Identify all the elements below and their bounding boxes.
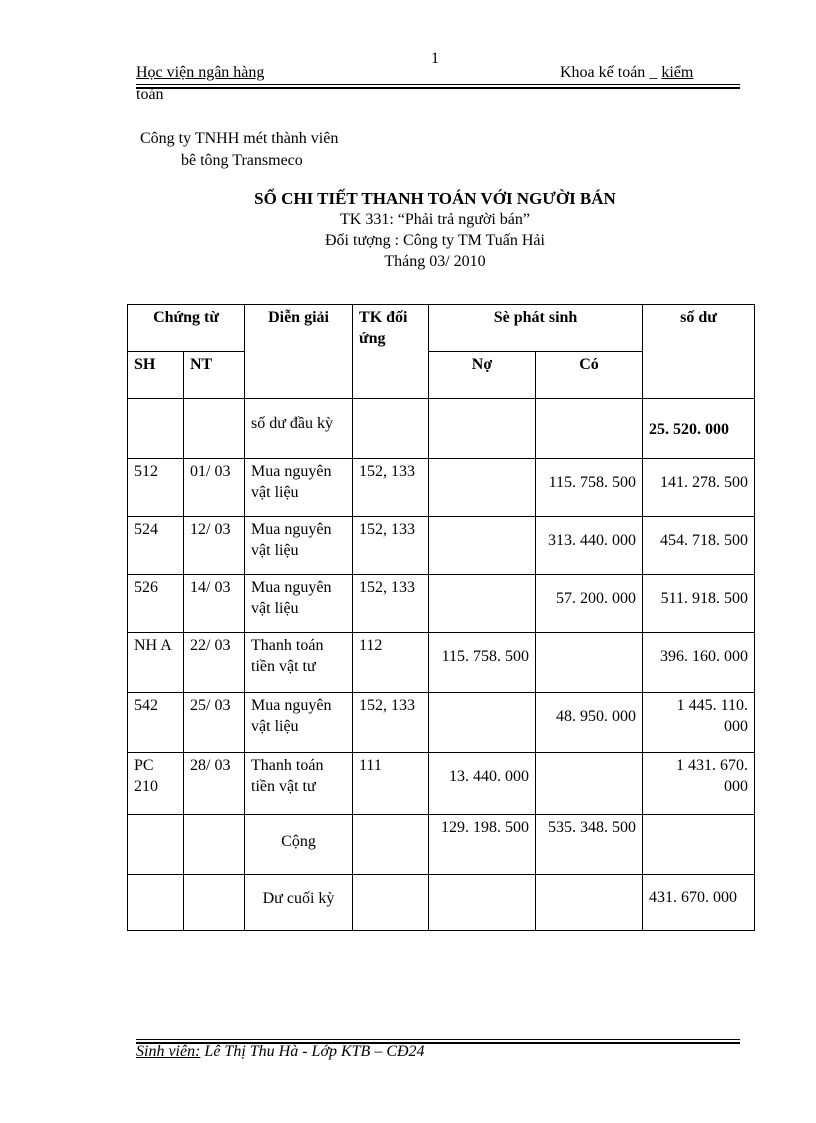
footer-student-text: Lê Thị Thu Hà - Lớp KTB – CĐ24 xyxy=(204,1043,425,1060)
cell-balance: 141. 278. 500 xyxy=(643,459,755,517)
cell-credit: 313. 440. 000 xyxy=(536,517,643,575)
cell-debit xyxy=(429,459,536,517)
cell-debit: 13. 440. 000 xyxy=(429,753,536,815)
cell-balance: 396. 160. 000 xyxy=(643,633,755,693)
cell-nt: 12/ 03 xyxy=(184,517,245,575)
cell-sh: NH A xyxy=(128,633,184,693)
cell-nt: 25/ 03 xyxy=(184,693,245,753)
cell-debit xyxy=(429,517,536,575)
cell-sh: 512 xyxy=(128,459,184,517)
footer-student-label: Sinh viên: xyxy=(136,1043,201,1060)
opening-balance-row xyxy=(128,399,755,459)
cell-total-debit: 129. 198. 500 xyxy=(429,815,536,875)
footer-rule-thin xyxy=(136,1039,740,1040)
cell-contra: 111 xyxy=(353,753,429,815)
cell-debit xyxy=(429,399,536,459)
cell-closing-balance: 431. 670. 000 xyxy=(643,875,755,931)
cell-description: Mua nguyên vật liệu xyxy=(245,517,353,575)
cell-contra: 152, 133 xyxy=(353,517,429,575)
object-line: Đối tượng : Công ty TM Tuấn Hải xyxy=(325,232,545,249)
table-row xyxy=(128,753,755,815)
total-row xyxy=(128,815,755,875)
cell-nt: 01/ 03 xyxy=(184,459,245,517)
header-voucher: Chứng từ xyxy=(128,305,245,352)
cell-credit: 57. 200. 000 xyxy=(536,575,643,633)
document-title: SỔ CHI TIẾT THANH TOÁN VỚI NGƯỜI BÁN xyxy=(254,189,616,208)
ledger-table xyxy=(127,304,755,931)
cell-nt: 22/ 03 xyxy=(184,633,245,693)
cell-contra: 152, 133 xyxy=(353,459,429,517)
cell-balance: 1 431. 670. 000 xyxy=(643,753,755,815)
cell-nt: 28/ 03 xyxy=(184,753,245,815)
cell-balance xyxy=(643,815,755,875)
company-name-line1: Công ty TNHH mét thành viên xyxy=(140,130,339,147)
header-credit: Có xyxy=(536,352,643,399)
cell-closing-label: Dư cuối kỳ xyxy=(245,875,353,931)
cell-description: Mua nguyên vật liệu xyxy=(245,693,353,753)
header-faculty-main: Khoa kế toán _ xyxy=(560,64,658,81)
cell-credit xyxy=(536,753,643,815)
cell-sh: 524 xyxy=(128,517,184,575)
cell-description: Mua nguyên vật liệu xyxy=(245,459,353,517)
cell-sh: 526 xyxy=(128,575,184,633)
cell-contra xyxy=(353,815,429,875)
header-balance: số dư xyxy=(643,305,755,399)
page-number: 1 xyxy=(431,50,439,67)
cell-debit xyxy=(429,693,536,753)
cell-sh xyxy=(128,875,184,931)
cell-credit xyxy=(536,633,643,693)
header-sh: SH xyxy=(128,352,184,399)
header-contra-account: TK đối ứng xyxy=(353,305,429,399)
cell-contra xyxy=(353,399,429,459)
header-faculty xyxy=(560,64,693,82)
cell-balance: 454. 718. 500 xyxy=(643,517,755,575)
cell-sh: PC 210 xyxy=(128,753,184,815)
footer-student xyxy=(136,1043,425,1061)
closing-balance-row xyxy=(128,875,755,931)
table-row xyxy=(128,459,755,517)
account-line: TK 331: “Phải trả người bán” xyxy=(340,211,530,228)
cell-contra xyxy=(353,875,429,931)
table-row xyxy=(128,575,755,633)
header-rule-thick xyxy=(136,87,740,89)
cell-debit xyxy=(429,575,536,633)
header-rule-thin xyxy=(136,84,740,85)
cell-contra: 152, 133 xyxy=(353,575,429,633)
cell-sh xyxy=(128,815,184,875)
cell-total-label: Cộng xyxy=(245,815,353,875)
period-line: Tháng 03/ 2010 xyxy=(384,253,486,270)
cell-description: Thanh toán tiền vật tư xyxy=(245,753,353,815)
cell-contra: 112 xyxy=(353,633,429,693)
table-row xyxy=(128,693,755,753)
cell-debit: 115. 758. 500 xyxy=(429,633,536,693)
header-debit: Nợ xyxy=(429,352,536,399)
cell-credit: 115. 758. 500 xyxy=(536,459,643,517)
cell-balance: 25. 520. 000 xyxy=(643,399,755,459)
cell-contra: 152, 133 xyxy=(353,693,429,753)
cell-balance: 511. 918. 500 xyxy=(643,575,755,633)
cell-description: số dư đầu kỳ xyxy=(245,399,353,459)
cell-nt xyxy=(184,399,245,459)
cell-nt xyxy=(184,815,245,875)
cell-description: Thanh toán tiền vật tư xyxy=(245,633,353,693)
header-institution: Học viện ngân hàng xyxy=(136,64,265,81)
header-movement: Sè phát sinh xyxy=(429,305,643,352)
cell-sh: 542 xyxy=(128,693,184,753)
cell-credit xyxy=(536,399,643,459)
cell-nt xyxy=(184,875,245,931)
header-description: Diễn giải xyxy=(245,305,353,399)
company-name-line2: bê tông Transmeco xyxy=(181,152,303,169)
cell-nt: 14/ 03 xyxy=(184,575,245,633)
header-faculty-tail: kiểm xyxy=(661,64,694,81)
cell-sh xyxy=(128,399,184,459)
table-row xyxy=(128,633,755,693)
table-row xyxy=(128,517,755,575)
cell-credit: 48. 950. 000 xyxy=(536,693,643,753)
cell-credit xyxy=(536,875,643,931)
cell-debit xyxy=(429,875,536,931)
header-nt: NT xyxy=(184,352,245,399)
cell-balance: 1 445. 110. 000 xyxy=(643,693,755,753)
cell-total-credit: 535. 348. 500 xyxy=(536,815,643,875)
header-faculty-wrap: toán xyxy=(136,86,164,103)
cell-description: Mua nguyên vật liệu xyxy=(245,575,353,633)
